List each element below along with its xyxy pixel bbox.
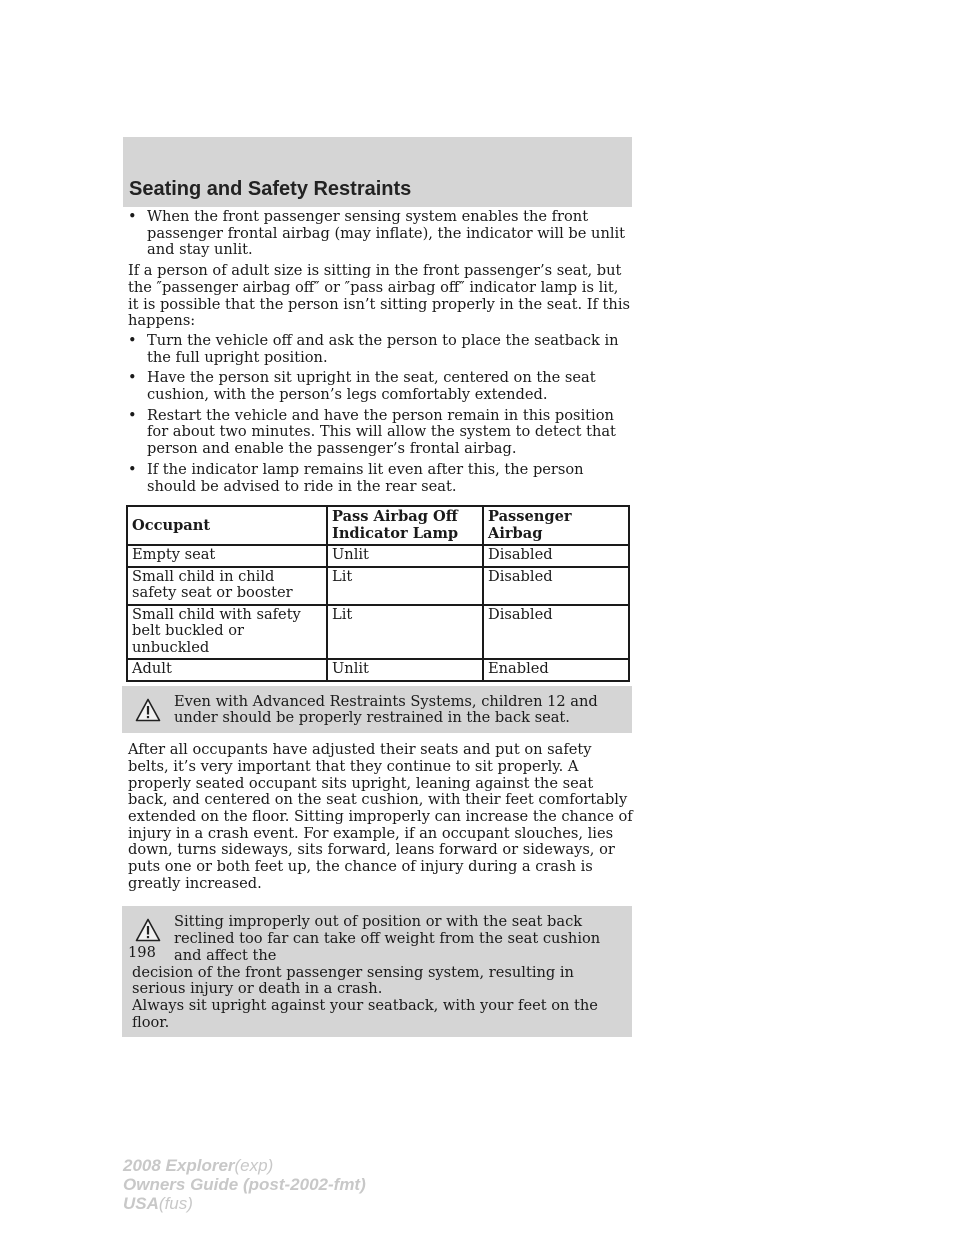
occupant-airbag-table <box>126 505 630 682</box>
table-row <box>127 605 629 660</box>
table-row <box>127 545 629 567</box>
warning-triangle-icon <box>135 698 161 722</box>
bullet-item <box>128 333 633 366</box>
bullet-icon: • <box>128 331 137 349</box>
table-cell: Unlit <box>327 659 483 681</box>
page-content <box>128 209 633 1037</box>
table-cell: Disabled <box>483 567 629 605</box>
column-header-indicator-lamp: Pass Airbag Off Indicator Lamp <box>327 506 483 545</box>
bullet-item <box>128 462 633 495</box>
warning-box-sitting <box>122 906 632 1037</box>
bullet-icon: • <box>128 208 137 225</box>
footer-region-code: (fus) <box>158 1194 193 1213</box>
table-cell: Lit <box>327 605 483 660</box>
paragraph: After all occupants have adjusted their seats and put on safety belts, it’s very important that they continue to sit properly. A properly seated occupant sits upright, leaning against the seat back, and centered on the seat cushion, with their feet comfortably extended on the floor. Sitting improperly can increase the chance of injury in a crash event. For example, if an occupant slouches, lies down, turns sideways, sits forward, leans forward or sideways, or puts one or both feet up, the chance of injury during a crash is greatly increased. <box>128 741 633 892</box>
warning-text: Always sit upright against your seatback, with your feet on the floor. <box>132 997 598 1031</box>
table-header-row <box>127 506 629 545</box>
table-cell: Adult <box>127 659 327 681</box>
bullet-icon: • <box>128 460 137 478</box>
table-cell: Enabled <box>483 659 629 681</box>
table-cell: Disabled <box>483 545 629 567</box>
section-title: Seating and Safety Restraints <box>129 178 412 200</box>
table-cell: Disabled <box>483 605 629 660</box>
table-cell: Lit <box>327 567 483 605</box>
warning-text: decision of the front passenger sensing system, resulting in serious injury or death in a crash. <box>132 963 574 998</box>
warning-box-children <box>122 686 632 733</box>
paragraph: If a person of adult size is sitting in the front passenger’s seat, but the ″passenger airbag off″ or ″pass airbag off″ indicator lamp is lit, it is possible that the person isn’t sitting properly in the seat. If this happens: <box>128 262 630 330</box>
bullet-text: Turn the vehicle off and ask the person to place the seatback in the full upright position. <box>147 331 619 366</box>
table-cell: Small child with safety belt buckled or unbuckled <box>127 605 327 660</box>
footer-guide: Owners Guide (post-2002-fmt) <box>123 1175 366 1194</box>
footer-model: 2008 Explorer <box>123 1156 235 1175</box>
bullet-text: Have the person sit upright in the seat, centered on the seat cushion, with the person’s legs comfortably extended. <box>147 369 596 404</box>
table-cell: Empty seat <box>127 545 327 567</box>
footer-line <box>123 1156 366 1175</box>
bullet-text: If the indicator lamp remains lit even after this, the person should be advised to ride in the rear seat. <box>147 460 584 495</box>
table-cell: Unlit <box>327 545 483 567</box>
bullet-icon: • <box>128 406 137 424</box>
bullet-text: When the front passenger sensing system enables the front passenger frontal airbag (may inflate), the indicator will be unlit and stay unlit. <box>147 208 626 259</box>
footer-model-code: (exp) <box>234 1156 274 1175</box>
bullet-icon: • <box>128 369 137 387</box>
warning-text: Sitting improperly out of position or with the seat back reclined too far can take off weight from the seat cushion and affect the <box>174 913 601 964</box>
warning-text: Even with Advanced Restraints Systems, children 12 and under should be properly restrained in the back seat. <box>174 692 598 727</box>
bullet-item <box>128 408 633 458</box>
column-header-occupant: Occupant <box>127 506 327 545</box>
table-cell: Small child in child safety seat or booster <box>127 567 327 605</box>
footer-line <box>123 1194 366 1213</box>
footer-line <box>123 1175 366 1194</box>
column-header-passenger-airbag: Passenger Airbag <box>483 506 629 545</box>
bullet-item <box>128 370 633 403</box>
footer-region: USA <box>123 1194 159 1213</box>
bullet-text: Restart the vehicle and have the person remain in this position for about two minutes. This will allow the system to detect that person and enable the passenger’s frontal airbag. <box>147 406 616 458</box>
page-number: 198 <box>128 944 156 961</box>
bullet-item <box>128 209 633 259</box>
table-row <box>127 567 629 605</box>
warning-triangle-icon <box>135 918 161 942</box>
section-header-band <box>123 137 632 207</box>
table-row <box>127 659 629 681</box>
document-footer <box>123 1156 366 1213</box>
